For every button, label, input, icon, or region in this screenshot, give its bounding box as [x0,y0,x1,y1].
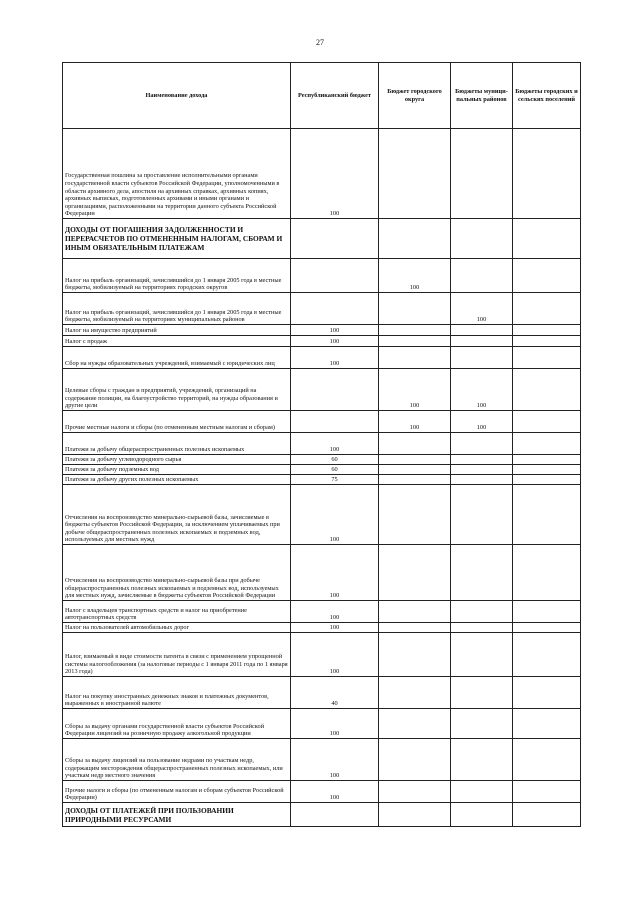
cell-municipal [451,709,513,739]
cell-republic: 100 [291,709,379,739]
cell-republic: 100 [291,129,379,219]
row-name: Налог на прибыль организаций, зачислявшийся до 1 января 2005 года в местные бюджеты, мобилизуемый на территориях городских округов [63,259,291,293]
cell-city [379,677,451,709]
cell-rural [513,475,581,485]
table-row [63,325,581,336]
cell-city [379,219,451,259]
row-name: Налог на покупку иностранных денежных знаков и платежных документов, выраженных в иностранной валюте [63,677,291,709]
cell-city [379,485,451,545]
table-row [63,623,581,633]
page-number: 27 [316,38,324,47]
cell-republic: 100 [291,781,379,803]
cell-republic [291,219,379,259]
cell-republic: 100 [291,623,379,633]
cell-municipal [451,259,513,293]
row-name: Сборы за выдачу лицензий на пользование недрами по участкам недр, содержащим месторождения общераспространенных полезных ископаемых, или участкам недр местного значения [63,739,291,781]
cell-city [379,781,451,803]
cell-city [379,433,451,455]
cell-municipal [451,336,513,347]
cell-municipal [451,545,513,601]
cell-rural [513,803,581,827]
cell-city [379,465,451,475]
cell-republic [291,369,379,411]
table-row [63,485,581,545]
cell-municipal [451,781,513,803]
cell-rural [513,325,581,336]
cell-republic: 75 [291,475,379,485]
cell-municipal: 100 [451,293,513,325]
cell-city [379,739,451,781]
cell-city [379,709,451,739]
row-name: Целевые сборы с граждан и предприятий, учреждений, организаций на содержание полиции, на благоустройство территорий, на нужды образования и другие цели [63,369,291,411]
cell-rural [513,781,581,803]
cell-city [379,129,451,219]
table-row [63,781,581,803]
cell-city [379,325,451,336]
row-name: Государственная пошлина за проставление исполнительными органами государственной власти субъектов Российской Федерации, уполномоченными в области архивного дела, апостиля на архивных справках, архивных копиях, архивных выписках, подготовленных архивами и иными органами и организациями, расположенными на территории данного субъекта Российской Федерации [63,129,291,219]
row-name: Отчисления на воспроизводство минерально-сырьевой базы, зачисляемые в бюджеты субъектов Российской Федерации, за исключением уплачиваемых при добыче общераспространенных полезных ископаемых и подземных вод, используемых для местных нужд [63,485,291,545]
header-municipal: Бюджеты муници-пальных районов [451,63,513,129]
cell-rural [513,601,581,623]
cell-republic: 100 [291,336,379,347]
row-name: Налог на пользователей автомобильных дорог [63,623,291,633]
cell-municipal [451,633,513,677]
cell-republic: 100 [291,347,379,369]
cell-city [379,803,451,827]
cell-city: 100 [379,369,451,411]
row-name: Налог с продаж [63,336,291,347]
row-name: Прочие налоги и сборы (по отмененным налогам и сборам субъектов Российской Федерации) [63,781,291,803]
cell-municipal [451,803,513,827]
cell-rural [513,259,581,293]
cell-city [379,347,451,369]
cell-city [379,633,451,677]
cell-city: 100 [379,259,451,293]
table-row [63,475,581,485]
cell-municipal: 100 [451,411,513,433]
cell-city [379,475,451,485]
cell-city [379,293,451,325]
table-row [63,259,581,293]
table-row [63,411,581,433]
cell-municipal [451,485,513,545]
row-name: Налог с владельцев транспортных средств и налог на приобретение автотранспортных средств [63,601,291,623]
row-name: Налог на имущество предприятий [63,325,291,336]
cell-rural [513,455,581,465]
cell-municipal [451,325,513,336]
cell-republic: 100 [291,545,379,601]
cell-republic: 100 [291,739,379,781]
cell-city [379,455,451,465]
cell-rural [513,545,581,601]
cell-republic: 100 [291,485,379,545]
cell-republic: 60 [291,455,379,465]
cell-municipal [451,677,513,709]
cell-municipal [451,623,513,633]
cell-city [379,545,451,601]
cell-rural [513,433,581,455]
cell-municipal: 100 [451,369,513,411]
section-row [63,803,581,827]
cell-republic: 100 [291,433,379,455]
cell-rural [513,369,581,411]
table-row [63,433,581,455]
table-row [63,739,581,781]
header-name: Наименование дохода [63,63,291,129]
table-row [63,465,581,475]
cell-municipal [451,347,513,369]
table-row [63,601,581,623]
cell-rural [513,709,581,739]
cell-rural [513,485,581,545]
table-header-row [63,63,581,129]
row-name: Прочие местные налоги и сборы (по отмененным местным налогам и сборам) [63,411,291,433]
cell-republic: 60 [291,465,379,475]
cell-municipal [451,739,513,781]
budget-revenue-table [62,62,581,827]
cell-city: 100 [379,411,451,433]
table-row [63,709,581,739]
cell-municipal [451,465,513,475]
section-title: ДОХОДЫ ОТ ПЛАТЕЖЕЙ ПРИ ПОЛЬЗОВАНИИ ПРИРОДНЫМИ РЕСУРСАМИ [63,803,291,827]
row-name: Налог на прибыль организаций, зачислявшийся до 1 января 2005 года в местные бюджеты, мобилизуемый на территориях муниципальных районов [63,293,291,325]
row-name: Сборы за выдачу органами государственной власти субъектов Российской Федерации лицензий на розничную продажу алкогольной продукции [63,709,291,739]
row-name: Платежи за добычу подземных вод [63,465,291,475]
section-title: ДОХОДЫ ОТ ПОГАШЕНИЯ ЗАДОЛЖЕННОСТИ И ПЕРЕРАСЧЕТОВ ПО ОТМЕНЕННЫМ НАЛОГАМ, СБОРАМ И ИНЫМ ОБЯЗАТЕЛЬНЫМ ПЛАТЕЖАМ [63,219,291,259]
section-row [63,219,581,259]
table-row [63,129,581,219]
table-row [63,633,581,677]
cell-municipal [451,219,513,259]
cell-rural [513,293,581,325]
row-name: Налог, взимаемый в виде стоимости патента в связи с применением упрощенной системы налогообложения (за налоговые периоды с 1 января 2011 года по 1 января 2013 года) [63,633,291,677]
cell-city [379,336,451,347]
cell-municipal [451,433,513,455]
cell-rural [513,347,581,369]
table-row [63,336,581,347]
table-row [63,293,581,325]
table-row [63,455,581,465]
cell-rural [513,677,581,709]
cell-republic: 40 [291,677,379,709]
cell-republic [291,293,379,325]
cell-rural [513,129,581,219]
header-republic: Республиканский бюджет [291,63,379,129]
cell-rural [513,411,581,433]
cell-municipal [451,129,513,219]
cell-rural [513,623,581,633]
cell-republic: 100 [291,601,379,623]
cell-municipal [451,455,513,465]
cell-rural [513,336,581,347]
table-row [63,677,581,709]
cell-municipal [451,601,513,623]
cell-rural [513,219,581,259]
table-row [63,369,581,411]
cell-rural [513,633,581,677]
header-city: Бюджет городского округа [379,63,451,129]
table-row [63,545,581,601]
row-name: Платежи за добычу других полезных ископаемых [63,475,291,485]
row-name: Отчисления на воспроизводство минерально-сырьевой базы при добыче общераспространенных полезных ископаемых и подземных вод, используемых для местных нужд, зачисляемые в бюджеты субъектов Российской Федерации [63,545,291,601]
cell-city [379,601,451,623]
row-name: Платежи за добычу углеводородного сырья [63,455,291,465]
cell-republic [291,803,379,827]
row-name: Платежи за добычу общераспространенных полезных ископаемых [63,433,291,455]
cell-city [379,623,451,633]
row-name: Сбор на нужды образовательных учреждений, взимаемый с юридических лиц [63,347,291,369]
cell-rural [513,465,581,475]
header-rural: Бюджеты городских и сельских поселений [513,63,581,129]
cell-rural [513,739,581,781]
cell-republic [291,259,379,293]
cell-republic [291,411,379,433]
cell-municipal [451,475,513,485]
cell-republic: 100 [291,633,379,677]
cell-republic: 100 [291,325,379,336]
table-row [63,347,581,369]
